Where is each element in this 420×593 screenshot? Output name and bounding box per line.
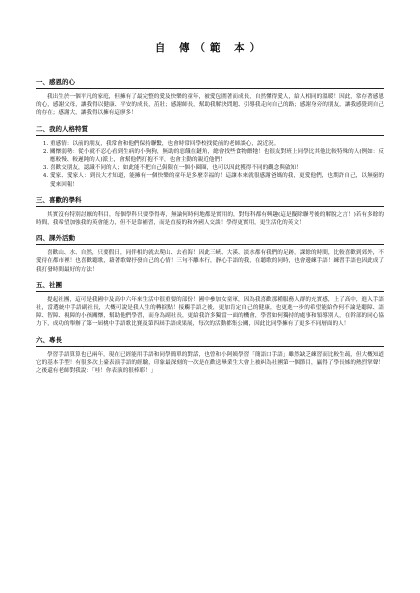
section-divider — [36, 346, 384, 347]
section-body: 提起社團，這可是我國中及高中六年來生活中很重要的部份！國中參加女童軍，因為我喜歡那種服務人群的充實感，上了高中，進入手語社，當選統中手語副社長，大概可說是我人生的轉捩點！接觸手語之後，更加肯定自己的健康，也更進一步的希望能給作何不論是聽障、語障、智障、視障的小孩關懷，幫助他們學習，而身為副社長，更給我許多獨當一面的機會，學習如何獨持的處事和領導別人，在幹部的同心協力下，成功的舉辦了第一屆桃中手語歌比賽及第四屆手語成果展，每次的活動都集公關，因此比同學擁有了更多不同層面的人！ — [36, 296, 384, 328]
section-body: 喜歡山、水、自然，只要假日，同伴相約就去爬山、去看海！因此三峽、大溪、淡水都有我們的足跡，課餘的時間，比較喜歡到郊外，不愛待在都市裡！也喜歡聽歌，藉著歌聲抒發自己的心情！三句不離本行，靜心手語的我，在聽歌的同時，也會邊練手語！練習手語也因此成了我打發時間最好的方法！ — [36, 250, 384, 273]
section-personality — [36, 124, 384, 189]
section-divider — [36, 206, 384, 207]
list-item: 3. 喜歡交朋友，認識不同的人；如此能不把自己侷限在一個小圈圈，也可以因此獲得不同的觀念與啟知！ — [50, 164, 384, 172]
section-divider — [36, 88, 384, 89]
section-body: 學習手語算算也已兩年，現在已經能用手語和同學簡單的對話，也曾和小阿姨學習「簡語口手語」雖然缺乏練習而比較生疏，但大概知道它的基本手型！有很多次上臺表演手語的經驗，印象最深刻的一次是在歡送畢業生大會上被糾為社團第一個節目，贏得了學長姊的熱烈掌聲！之後還有老師對我說：「哇！你表演的很棒耶！」 — [36, 351, 384, 375]
section-heading: 二、我的人格特質 — [36, 124, 88, 133]
list-item: 1. 重感情：以前的朋友，我常會和他們保持聯繫，也會時常回學校找從前的老師談心，說近況。 — [50, 140, 384, 148]
section-body: 其實沒有特別討厭的科目，每個學科只要學得專，無論何時何地都是實用的，對每科都有興趣(這是擬除聯考後的解脫之言！)若有多餘的時間，我希望加強我的英會能力，但不是靠補習，而是直接的和外國人交談！學得更實用，更生活化的英文！ — [36, 211, 384, 227]
list-item: 2. 關懷弱勢：從小就不忍心看到生病的小狗狗，無助的惡餓在鏈角，總會找些食物餵牠！也很友對班上同學比其他比較特殊的人(例如：反應較慢、較遲鈍的人)派上，會幫他們打抱不平，也會主動的親近他們！ — [50, 148, 384, 164]
section-heading: 三、喜歡的學科 — [36, 195, 82, 204]
section-heading: 六、專長 — [36, 335, 62, 344]
section-body: 我出生於一個平凡的家庭，但擁有了最完整的愛及快樂的童年，被愛包圍著而成長，自然懂得愛人，給人相同的溫暖！因此，常存著感恩的心，感謝父母，讓我得以健康、平安的成長，茁壯；感謝師長，幫助我解決問題、引導我走向自己的路；感謝身旁的朋友，讓我感覺到自己的存在；感謝大，讓我得以擁有這廖多！ — [36, 94, 384, 117]
section-subjects — [36, 195, 384, 227]
section-skills — [36, 335, 384, 376]
section-divider — [36, 291, 384, 292]
trait-list — [36, 140, 384, 189]
section-activities — [36, 233, 384, 274]
section-divider — [36, 244, 384, 245]
list-item: 4. 愛家、愛家人：到長大才知道，能擁有一個快樂的童年是多麼幸福的！這讓本來就很感謝爸媽的我，更愛他們，也期許自己，以無窮的愛來回報！ — [50, 172, 384, 188]
section-heading: 一、感恩的心 — [36, 78, 75, 86]
section-divider — [36, 135, 384, 136]
section-heading: 五、社團 — [36, 280, 62, 289]
document-title: 自 傳（範 本） — [154, 42, 266, 54]
section-heading: 四、課外活動 — [36, 234, 75, 243]
section-gratitude — [36, 77, 384, 118]
section-clubs — [36, 280, 384, 329]
